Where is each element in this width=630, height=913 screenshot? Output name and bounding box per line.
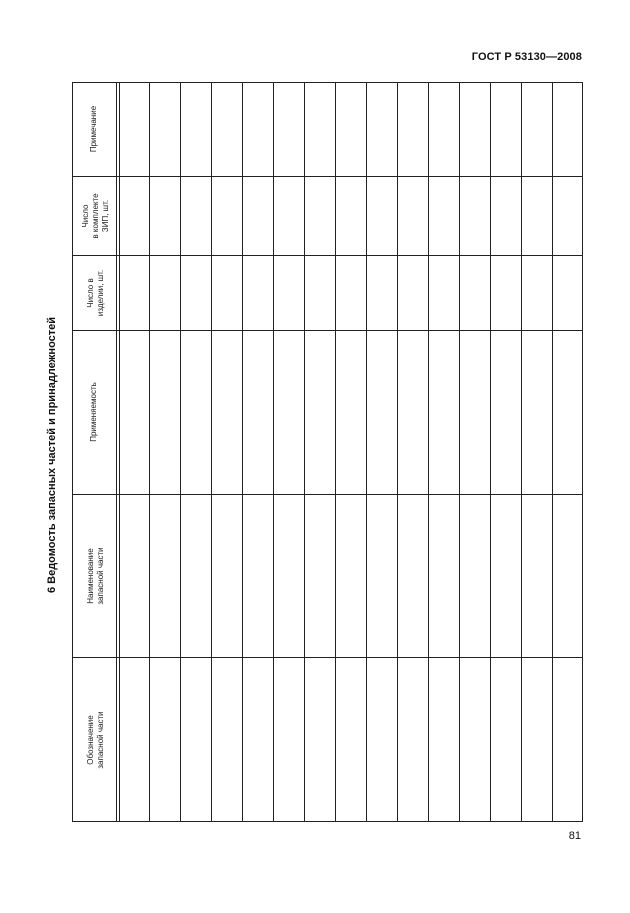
column-header-applicability: Применяемость	[89, 382, 98, 442]
column-header-part-designation: Обозначение запасной части	[86, 711, 105, 769]
column-header-part-name: Наименование запасной части	[86, 547, 105, 605]
standard-number: ГОСТ Р 53130—2008	[471, 51, 582, 63]
column-header-remarks: Примечание	[89, 105, 98, 153]
section-title: 6 Ведомость запасных частей и принадлежностей	[46, 316, 58, 594]
column-header-qty-in-kit: Число в комплекте ЗИП, шт.	[81, 193, 110, 239]
column-header-qty-in-product: Число в изделии, шт.	[86, 269, 105, 317]
page-number: 81	[568, 830, 581, 842]
